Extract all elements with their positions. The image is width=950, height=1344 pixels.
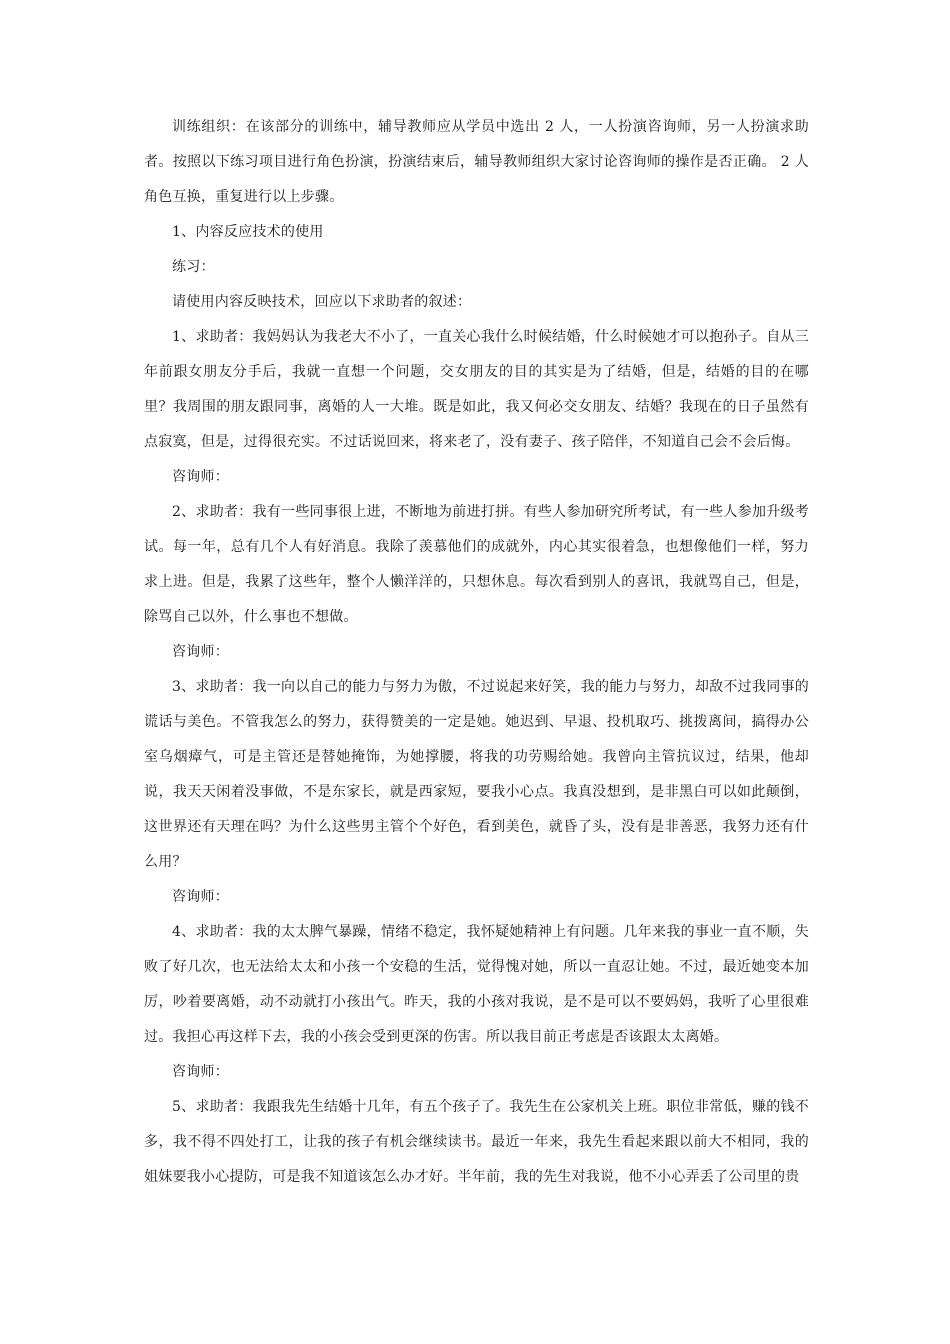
client-statement-3: 3、求助者：我一向以自己的能力与努力为傲，不过说起来好笑，我的能力与努力，却敌不过我同事的谎话与美色。不管我怎么的努力，获得赞美的一定是她。她迟到、早退、投机取巧、挑拨离间，搞得办公室乌烟瘴气，可是主管还是替她掩饰，为她撑腰，将我的功劳赐给她。我曾向主管抗议过，结果，他却说，我天天闲着没事做，不是东家长，就是西家短，要我小心点。我真没想到，是非黑白可以如此颠倒，这世界还有天理在吗？为什么这些男主管个个好色，看到美色，就昏了头，没有是非善恶，我努力还有什么用？ bbox=[144, 679, 809, 870]
document-page bbox=[144, 110, 809, 1195]
client-statement-1: 1、求助者：我妈妈认为我老大不小了，一直关心我什么时候结婚，什么时候她才可以抱孙子。自从三年前跟女朋友分手后，我就一直想一个问题，交女朋友的目的其实是为了结婚，但是，结婚的目的在哪里？我周围的朋友跟同事，离婚的人一大堆。既是如此，我又何必交女朋友、结婚？我现在的日子虽然有点寂寞，但是，过得很充实。不过话说回来，将来老了，没有妻子、孩子陪伴，不知道自己会不会后悔。 bbox=[144, 329, 809, 450]
instruction-paragraph: 请使用内容反映技术，回应以下求助者的叙述： bbox=[172, 294, 472, 310]
counselor-response-label: 咨询师： bbox=[172, 469, 229, 485]
client-statement-5: 5、求助者：我跟我先生结婚十几年，有五个孩子了。我先生在公家机关上班。职位非常低，赚的钱不多，我不得不四处打工，让我的孩子有机会继续读书。最近一年来，我先生看起来跟以前大不相同，我的姐妹要我小心提防，可是我不知道该怎么办才好。半年前，我的先生对我说，他不小心弄丢了公司里的贵 bbox=[144, 1099, 809, 1185]
client-statement-2: 2、求助者：我有一些同事很上进，不断地为前进打拼。有些人参加研究所考试，有一些人参加升级考试。每一年，总有几个人有好消息。我除了羡慕他们的成就外，内心其实很着急，也想像他们一样，努力求上进。但是，我累了这些年，整个人懒洋洋的，只想休息。每次看到别人的喜讯，我就骂自己，但是，除骂自己以外，什么事也不想做。 bbox=[144, 504, 809, 625]
section-heading: 1、内容反应技术的使用 bbox=[172, 224, 324, 240]
counselor-response-label: 咨询师： bbox=[172, 1064, 229, 1080]
counselor-response-label: 咨询师： bbox=[172, 889, 229, 905]
client-statement-4: 4、求助者：我的太太脾气暴躁，情绪不稳定，我怀疑她精神上有问题。几年来我的事业一直不顺，失败了好几次，也无法给太太和小孩一个安稳的生活，觉得愧对她，所以一直忍让她。不过，最近她变本加厉，吵着要离婚，动不动就打小孩出气。昨天，我的小孩对我说，是不是可以不要妈妈，我听了心里很难过。我担心再这样下去，我的小孩会受到更深的伤害。所以我目前正考虑是否该跟太太离婚。 bbox=[144, 924, 809, 1045]
exercise-label: 练习： bbox=[172, 259, 215, 275]
counselor-response-label: 咨询师： bbox=[172, 644, 229, 660]
training-organization-paragraph: 训练组织：在该部分的训练中，辅导教师应从学员中选出 2 人，一人扮演咨询师，另一人扮演求助者。按照以下练习项目进行角色扮演，扮演结束后，辅导教师组织大家讨论咨询师的操作是否正确。 2 人角色互换，重复进行以上步骤。 bbox=[144, 119, 809, 205]
